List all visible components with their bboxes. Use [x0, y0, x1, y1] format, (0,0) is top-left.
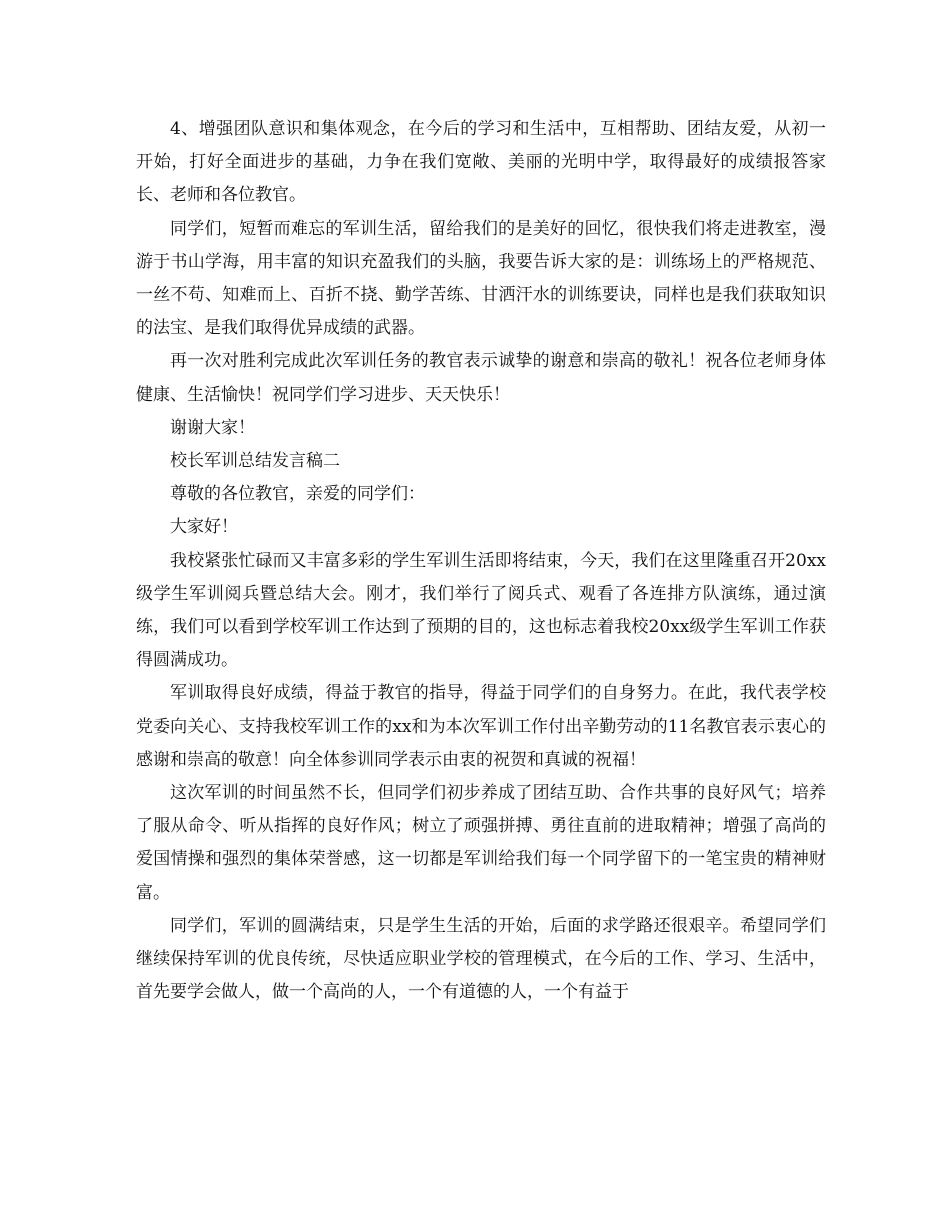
paragraph-military-life: 同学们，短暂而难忘的军训生活，留给我们的是美好的回忆，很快我们将走进教室，漫游于书山学海，用丰富的知识充盈我们的头脑，我要告诉大家的是：训练场上的严格规范、一丝不苟、知难而上、百折不挠、勤学苦练、甘洒汗水的训练要诀，同样也是我们获取知识的法宝、是我们取得优异成绩的武器。: [136, 218, 826, 339]
paragraph-thanks-instructors: 再一次对胜利完成此次军训任务的教官表示诚挚的谢意和崇高的敬礼！祝各位老师身体健康、生活愉快！祝同学们学习进步、天天快乐！: [136, 351, 826, 405]
paragraph-spirit: 这次军训的时间虽然不长，但同学们初步养成了团结互助、合作共事的良好风气；培养了服从命令、听从指挥的良好作风；树立了顽强拼搏、勇往直前的进取精神；增强了高尚的爱国情操和强烈的集体荣誉感，这一切都是军训给我们每一个同学留下的一笔宝贵的精神财富。: [136, 783, 826, 903]
section-title: 校长军训总结发言稿二: [170, 451, 340, 472]
greeting: 大家好！: [170, 517, 238, 538]
paragraph-thank-you: 谢谢大家！: [170, 417, 255, 438]
paragraph-achievements: 军训取得良好成绩，得益于教官的指导，得益于同学们的自身努力。在此，我代表学校党委向关心、支持我校军训工作的xx和为本次军训工作付出辛勤劳动的11名教官表示衷心的感谢和崇高的敬意！向全体参训同学表示由衷的祝贺和真诚的祝福！: [136, 683, 826, 770]
paragraph-review-ceremony: 我校紧张忙碌而又丰富多彩的学生军训生活即将结束，今天，我们在这里隆重召开20xx级学生军训阅兵暨总结大会。刚才，我们举行了阅兵式、观看了各连排方队演练，通过演练，我们可以看到学校军训工作达到了预期的目的，这也标志着我校20xx级学生军训工作获得圆满成功。: [136, 550, 826, 671]
salutation: 尊敬的各位教官，亲爱的同学们：: [170, 484, 425, 505]
paragraph-team-awareness: 4、增强团队意识和集体观念，在今后的学习和生活中，互相帮助、团结友爱，从初一开始，打好全面进步的基础，力争在我们宽敞、美丽的光明中学，取得最好的成绩报答家长、老师和各位教官。: [136, 119, 826, 206]
document-page: [136, 113, 826, 1009]
paragraph-future: 同学们，军训的圆满结束，只是学生生活的开始，后面的求学路还很艰辛。希望同学们继续保持军训的优良传统，尽快适应职业学校的管理模式，在今后的工作、学习、生活中，首先要学会做人，做一个高尚的人，一个有道德的人，一个有益于: [136, 915, 826, 1003]
